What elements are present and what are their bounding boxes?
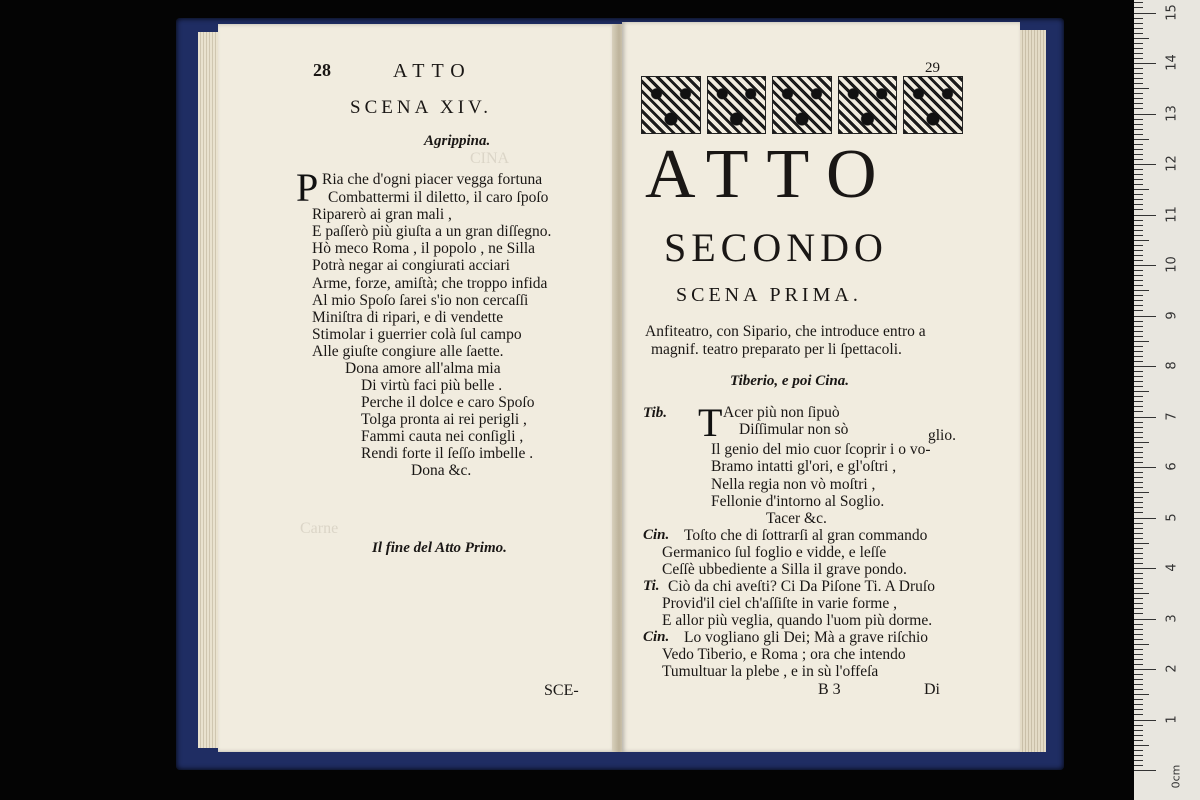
ruler-tick [1134,714,1143,715]
ruler-tick [1134,694,1149,695]
ruler-tick [1134,699,1143,700]
ruler-tick [1134,603,1143,604]
ornament-block [903,76,963,134]
ruler-tick [1134,98,1143,99]
ruler-tick [1134,422,1143,423]
ruler-tick [1134,502,1143,503]
verse-line: Bramo intatti gl'ori, e gl'oſtri , [711,458,897,475]
ruler-tick [1134,144,1143,145]
ruler-tick [1134,720,1156,721]
dialogue-line: Provid'il ciel ch'aſſiſte in varie forme , [662,595,897,612]
ruler-tick [1134,644,1149,645]
page-number: 29 [925,60,940,76]
verse-line: Arme, forze, amiſtà; che troppo infida [312,275,548,292]
ruler-tick [1134,411,1143,412]
ruler-tick [1134,275,1143,276]
ruler-tick [1134,326,1143,327]
ruler-tick [1134,452,1143,453]
ruler-tick [1134,467,1156,468]
ruler-tick [1134,659,1143,660]
act-end-note: Il fine del Atto Primo. [372,540,507,556]
ruler-tick [1134,482,1143,483]
ruler-number: 9 [1164,310,1180,320]
signature-mark: B 3 [818,681,841,698]
ruler-tick [1134,548,1143,549]
ruler-number: 1 [1164,714,1180,724]
ruler-tick [1134,361,1143,362]
ruler-tick [1134,457,1143,458]
ruler-tick [1134,159,1143,160]
ruler-number: 14 [1164,54,1180,71]
ruler-tick [1134,88,1149,89]
ruler-tick [1134,179,1143,180]
ruler-tick [1134,184,1143,185]
ruler-tick [1134,250,1143,251]
speaker-tag: Ti. [643,578,660,594]
verse-line: Ria che d'ogni piacer vegga fortuna [322,171,543,188]
ruler-tick [1134,194,1143,195]
ruler-tick [1134,78,1143,79]
verse-line: Nella regia non vò moſtri , [711,476,876,493]
ruler-tick [1134,613,1143,614]
ruler-tick [1134,406,1143,407]
running-head: ATTO [393,60,472,82]
verse-refrain: Tacer &c. [766,510,827,527]
speaker-tag: Tib. [643,405,668,421]
ruler-tick [1134,649,1143,650]
ruler-tick [1134,583,1143,584]
ruler-number: 4 [1164,563,1180,572]
ruler-tick [1134,512,1143,513]
ruler-tick [1134,669,1156,670]
ruler-tick [1134,310,1143,311]
aria-line: Fammi cauta nei conſigli , [361,428,524,445]
speaker-tag: Cin. [643,527,670,543]
speaker-tag: Cin. [643,629,670,645]
ruler-tick [1134,53,1143,54]
act-subtitle: SECONDO [664,225,888,270]
drop-cap: P [296,165,319,210]
ruler-tick [1134,230,1143,231]
aria-line: Di virtù faci più belle . [361,377,503,394]
ruler-tick [1134,134,1143,135]
ruler-tick [1134,634,1143,635]
ruler-tick [1134,477,1143,478]
verse-line: Fellonie d'intorno al Soglio. [711,493,885,510]
ruler-tick [1134,573,1143,574]
dialogue-line: Toſto che di ſottrarſi al gran commando [684,527,928,544]
ruler-tick [1134,23,1143,24]
drop-cap: T [698,400,723,445]
ruler-tick [1134,108,1143,109]
ruler-tick [1134,300,1143,301]
verse-line: Stimolar i guerrier colà ſul campo [312,326,522,343]
ornament-block [707,76,767,134]
ornament-block [838,76,898,134]
page-edges-right [1020,30,1046,752]
verse-line: E paſſerò più giuſta a un gran diſſegno. [312,223,552,240]
ruler-tick [1134,321,1143,322]
ruler-number: 8 [1164,361,1180,370]
verse-line: Riparerò ai gran mali , [312,206,452,223]
ruler-tick [1134,487,1143,488]
ruler-tick [1134,679,1143,680]
ruler-tick [1134,543,1149,544]
ruler-tick [1134,401,1143,402]
ruler-tick [1134,518,1156,519]
stage-direction: Anfiteatro, con Sipario, che introduce entro a [645,323,926,340]
ruler-number: 6 [1164,462,1180,471]
ruler-tick [1134,129,1143,130]
ruler-tick [1134,174,1143,175]
ruler-tick [1134,215,1156,216]
ruler-tick [1134,68,1143,69]
ruler-tick [1134,447,1143,448]
ruler-tick [1134,316,1156,317]
ruler-tick [1134,336,1143,337]
verse-line: Miniſtra di ripari, e di vendette [312,309,504,326]
show-through-text: CINA [470,150,510,167]
ruler-tick [1134,93,1143,94]
ruler-tick [1134,124,1143,125]
ruler-tick [1134,28,1143,29]
decorative-headpiece [641,76,963,134]
show-through-text: Carne [300,520,339,537]
ruler-number: 10 [1164,256,1180,273]
act-title: ATTO [645,136,895,213]
ruler-tick [1134,578,1143,579]
ruler-tick [1134,220,1143,221]
ruler-tick [1134,149,1143,150]
ruler-number: 5 [1164,512,1180,522]
ruler-tick [1134,139,1149,140]
ruler-tick [1134,745,1149,746]
ruler-tick [1134,305,1143,306]
catchword: SCE- [544,682,579,699]
ruler-tick [1134,295,1143,296]
ruler-tick [1134,265,1156,266]
ruler-number: 11 [1164,205,1180,223]
verse-line: Hò meco Roma , il popolo , ne Silla [312,240,536,257]
ruler-tick [1134,83,1143,84]
verse-line: Alle giuſte congiure alle ſaette. [312,343,504,360]
ruler-tick [1134,280,1143,281]
ruler-tick [1134,765,1143,766]
ruler-tick [1134,33,1143,34]
ruler-tick [1134,593,1149,594]
verse-line-suffix: glio. [928,427,956,444]
ruler-tick [1134,674,1143,675]
ruler-tick [1134,427,1143,428]
ruler-tick [1134,63,1156,64]
ruler-tick [1134,290,1149,291]
ruler-unit-label: 0cm [1169,764,1183,789]
dialogue-line: Lo vogliano gli Dei; Mà a grave riſchio [684,629,929,646]
stage-direction: magnif. teatro preparato per li ſpettacoli. [651,341,902,358]
ornament-block [641,76,701,134]
ruler-tick [1134,366,1156,367]
dialogue-line: Ceſſè ubbediente a Silla il grave pondo. [662,561,907,578]
ruler-tick [1134,154,1143,155]
ruler-tick [1134,199,1143,200]
speaker-name: Agrippina. [424,133,491,149]
catchword: Di [924,681,940,698]
ruler-number: 15 [1164,3,1180,21]
ruler-tick [1134,709,1143,710]
ruler-tick [1134,689,1143,690]
ruler-tick [1134,725,1143,726]
verse-line: Diſſimular non sò [739,421,849,438]
ruler-tick [1134,346,1143,347]
ruler-tick [1134,730,1143,731]
ruler-tick [1134,770,1156,771]
ruler-number: 12 [1164,155,1180,172]
ruler-tick [1134,588,1143,589]
ruler-tick [1134,43,1143,44]
ruler-tick [1134,204,1143,205]
verse-line: Potrà negar ai congiurati acciari [312,257,510,274]
ruler-tick [1134,598,1143,599]
ruler-tick [1134,664,1143,665]
page-number: 28 [313,60,331,80]
ruler-tick [1134,553,1143,554]
ruler-tick [1134,7,1143,8]
ruler-tick [1134,260,1143,261]
ruler-tick [1134,507,1143,508]
ruler-tick [1134,164,1156,165]
ruler-tick [1134,533,1143,534]
ruler-tick [1134,472,1143,473]
scene-title: SCENA PRIMA. [676,284,862,306]
ruler-tick [1134,235,1143,236]
ruler-tick [1134,119,1143,120]
ruler-tick [1134,209,1143,210]
ruler-tick [1134,245,1143,246]
ruler-tick [1134,568,1156,569]
ruler-tick [1134,371,1143,372]
ruler-tick [1134,563,1143,564]
verse-line: Il genio del mio cuor ſcoprir i o vo- [711,441,931,458]
ruler-tick [1134,750,1143,751]
aria-line: Perche il dolce e caro Spoſo [361,394,535,411]
ruler-tick [1134,391,1149,392]
verse-line: Combattermi il diletto, il caro ſpoſo [328,189,549,206]
characters-line: Tiberio, e poi Cina. [730,373,850,389]
ruler-tick [1134,356,1143,357]
ruler-tick [1134,114,1156,115]
ruler-tick [1134,760,1143,761]
ruler-tick [1134,639,1143,640]
ruler-tick [1134,376,1143,377]
ruler-number: 2 [1164,664,1180,673]
ruler-number: 7 [1164,411,1180,421]
aria-refrain: Dona &c. [411,462,472,479]
ruler-tick [1134,629,1143,630]
ruler-tick [1134,396,1143,397]
ruler-tick [1134,528,1143,529]
dialogue-line: E allor più veglia, quando l'uom più dorme. [662,612,933,629]
ruler-tick [1134,492,1149,493]
ruler-tick [1134,558,1143,559]
ruler-tick [1134,740,1143,741]
ruler-tick [1134,13,1156,14]
ruler-tick [1134,735,1143,736]
ruler-tick [1134,437,1143,438]
ruler-tick [1134,523,1143,524]
dialogue-line: Vedo Tiberio, e Roma ; ora che intendo [662,646,906,663]
ruler-tick [1134,608,1143,609]
ruler-tick [1134,538,1143,539]
dialogue-line: Ciò da chi aveſti? Ci Da Piſone Ti. A Druſo [668,578,935,595]
ruler-tick [1134,684,1143,685]
ruler-tick [1134,169,1143,170]
ruler-tick [1134,381,1143,382]
ruler-tick [1134,285,1143,286]
ruler-tick [1134,255,1143,256]
measurement-ruler [1134,0,1200,800]
dialogue-line: Germanico ſul foglio e vidde, e leſſe [662,544,887,561]
aria-line: Dona amore all'alma mia [345,360,501,377]
ruler-tick [1134,58,1143,59]
ruler-tick [1134,2,1143,3]
ruler-tick [1134,73,1143,74]
ruler-tick [1134,417,1156,418]
ruler-tick [1134,386,1143,387]
aria-line: Rendi forte il ſeſſo imbelle . [361,445,534,462]
ruler-number: 3 [1164,613,1180,623]
ruler-tick [1134,38,1149,39]
dialogue-line: Tumultuar la plebe , e in sù l'offeſa [662,663,879,680]
ruler-tick [1134,103,1143,104]
ruler-tick [1134,341,1149,342]
ornament-block [772,76,832,134]
scene-title: SCENA XIV. [350,97,493,118]
ruler-tick [1134,497,1143,498]
ruler-tick [1134,624,1143,625]
ruler-tick [1134,654,1143,655]
ruler-tick [1134,432,1143,433]
ruler-tick [1134,442,1149,443]
ruler-tick [1134,270,1143,271]
ruler-tick [1134,619,1156,620]
ruler-tick [1134,331,1143,332]
ruler-tick [1134,48,1143,49]
ruler-tick [1134,351,1143,352]
ruler-tick [1134,189,1149,190]
aria-line: Tolga pronta ai rei perigli , [361,411,527,428]
verse-line: Al mio Spoſo ſarei s'io non cercaſſi [312,292,529,309]
ruler-number: 13 [1164,104,1180,122]
ruler-tick [1134,704,1143,705]
verse-line: Acer più non ſipuò [723,404,840,421]
ruler-tick [1134,225,1143,226]
ruler-tick [1134,755,1143,756]
ruler-tick [1134,240,1149,241]
ruler-tick [1134,18,1143,19]
ruler-tick [1134,462,1143,463]
